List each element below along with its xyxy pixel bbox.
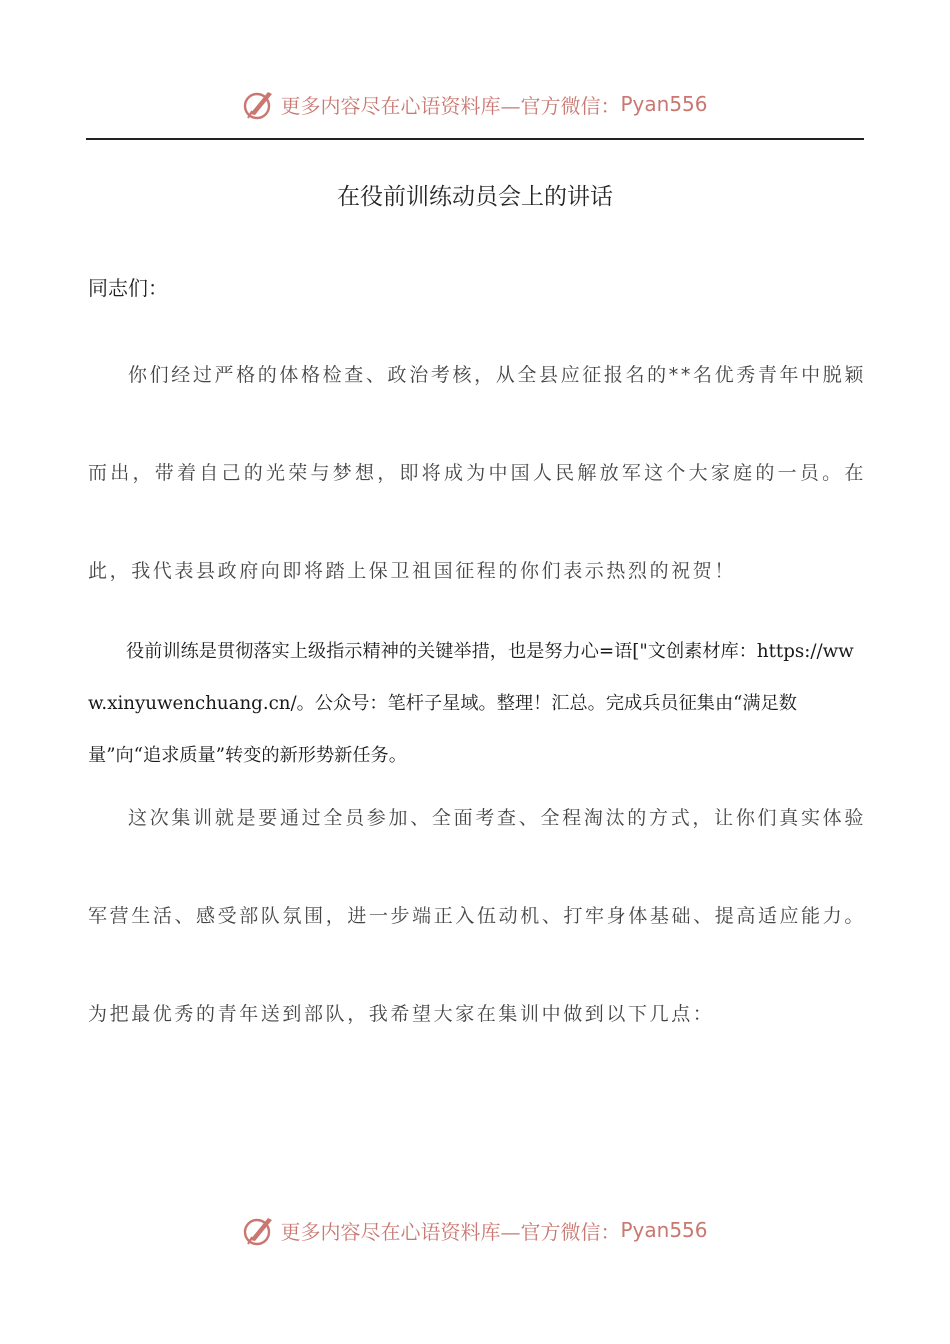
document-title: 在役前训练动员会上的讲话 bbox=[337, 184, 613, 210]
paragraph-1: 你们经过严格的体格检查、政治考核，从全县应征报名的**名优秀青年中脱颖而出，带着自己的光荣与梦想，即将成为中国人民解放军这个大家庭的一员。在此，我代表县政府向即将踏上保卫祖国征程的你们表示热烈的祝贺！ bbox=[88, 364, 866, 582]
header-wechat-id: Pyan556 bbox=[620, 92, 708, 116]
quill-pen-icon bbox=[242, 87, 276, 121]
header-divider bbox=[86, 138, 864, 140]
footer-watermark-banner bbox=[0, 1210, 950, 1250]
footer-wechat-id: Pyan556 bbox=[620, 1218, 708, 1242]
salutation: 同志们： bbox=[88, 276, 168, 300]
footer-banner-text: 更多内容尽在心语资料库—官方微信： bbox=[280, 1219, 621, 1244]
paragraph-3: 这次集训就是要通过全员参加、全面考查、全程淘汰的方式，让你们真实体验军营生活、感受部队氛围，进一步端正入伍动机、打牢身体基础、提高适应能力。为把最优秀的青年送到部队，我希望大家在集训中做到以下几点： bbox=[88, 807, 866, 1025]
header-watermark-banner bbox=[0, 84, 950, 124]
header-banner-text: 更多内容尽在心语资料库—官方微信： bbox=[280, 93, 621, 118]
quill-pen-icon bbox=[242, 1213, 276, 1247]
paragraph-2: 役前训练是贯彻落实上级指示精神的关键举措，也是努力心=语["文创素材库：https://www.xinyuwenchuang.cn/。公众号：笔杆子星域。整理！汇总。完成兵员征集由“满足数量”向“追求质量”转变的新形势新任务。 bbox=[88, 641, 854, 766]
